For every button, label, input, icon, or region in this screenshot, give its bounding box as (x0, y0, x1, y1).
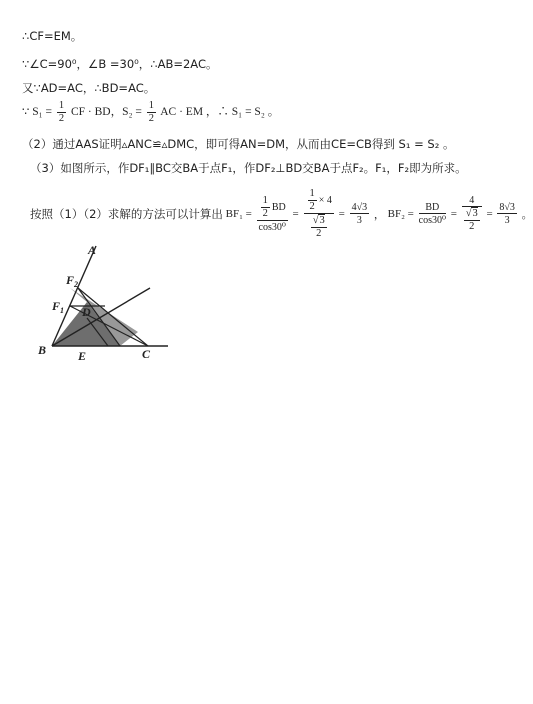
sqrt3-over-2 (464, 208, 480, 233)
half-den: 2 (58, 113, 65, 124)
equals: = (292, 208, 299, 220)
result-num: 8√3 (499, 202, 515, 213)
step-den (462, 207, 482, 233)
bf1-step (304, 188, 334, 240)
geometry-figure (30, 240, 180, 370)
bf2-step (462, 195, 482, 233)
sqrt3-over-2 (311, 215, 327, 240)
radicand: 3 (472, 208, 478, 219)
bd: BD (271, 201, 286, 213)
label-E: E (78, 349, 87, 363)
line-6: （3）如图所示，作DF₁∥BC交BA于点F₁，作DF₂⊥BD交BA于点F₂。F₁，F₂即为所求。 (30, 161, 467, 175)
conclusion-expression: AC · EM ，∴ S₁ = S₂ 。 (160, 106, 280, 119)
half-fraction-1 (57, 100, 66, 125)
bf2-fraction (419, 202, 446, 226)
times-four: × 4 (318, 194, 332, 206)
bf2-denominator: cos30⁰ (418, 215, 446, 226)
result-num: 4√3 (351, 202, 368, 213)
label-C: C (142, 347, 151, 361)
bf1-numerator (257, 195, 288, 221)
den: 2 (262, 208, 268, 219)
line-4 (22, 100, 279, 125)
half-den: 2 (148, 113, 154, 124)
half-fraction (308, 188, 317, 213)
bf2-label: BF₂ = (387, 208, 414, 220)
num: 1 (309, 188, 315, 199)
bf2-result (497, 202, 517, 226)
step-numerator (304, 188, 334, 214)
step-num: 4 (462, 195, 482, 207)
equals: = (450, 208, 457, 220)
bf1-label: BF₁ = (225, 208, 252, 220)
cos-denominator: cos30⁰ (258, 222, 286, 233)
line-2: ∵∠C=90⁰，∠B =30⁰，∴AB=2AC。 (22, 57, 218, 71)
equals: = (486, 208, 493, 220)
bf1-fraction (257, 195, 288, 233)
comma: ， (373, 209, 385, 221)
num: √3 (465, 208, 478, 219)
half-num: 1 (58, 100, 65, 111)
result-den: 3 (504, 215, 510, 226)
bf1-result (350, 202, 370, 226)
den: 2 (309, 201, 315, 212)
den: 2 (469, 221, 475, 232)
den: 2 (316, 228, 322, 239)
equals: = (338, 208, 345, 220)
label-A: A (88, 243, 97, 257)
because-symbol: ∵ (22, 106, 30, 119)
calculation-row (30, 188, 533, 240)
label-F2: $F_2$ (66, 273, 79, 289)
num: 1 (262, 195, 268, 206)
line-3: 又∵AD=AC，∴BD=AC。 (22, 81, 156, 95)
step-denominator (304, 214, 334, 240)
radicand: 3 (319, 215, 325, 226)
half-fraction-2 (147, 100, 156, 125)
bf2-numerator: BD (419, 202, 446, 214)
half-fraction (261, 195, 270, 220)
calc-intro: 按照（1）（2）求解的方法可以计算出 (30, 207, 223, 221)
result-den: 3 (356, 215, 362, 226)
s2-expression: CF · BD，S₂ = (70, 106, 142, 119)
half-num: 1 (148, 100, 154, 111)
s1-label: S₁ = (32, 106, 52, 119)
period: 。 (521, 209, 533, 221)
line-1: ∴CF=EM。 (22, 29, 83, 43)
line-5: （2）通过AAS证明▵ANC≌▵DMC，即可得AN=DM，从而由CE=CB得到 S₁ = S₂ 。 (22, 137, 455, 151)
label-B: B (38, 343, 47, 357)
num: √3 (312, 215, 325, 226)
label-D: D (82, 305, 91, 319)
label-F1: $F_1$ (52, 299, 65, 315)
